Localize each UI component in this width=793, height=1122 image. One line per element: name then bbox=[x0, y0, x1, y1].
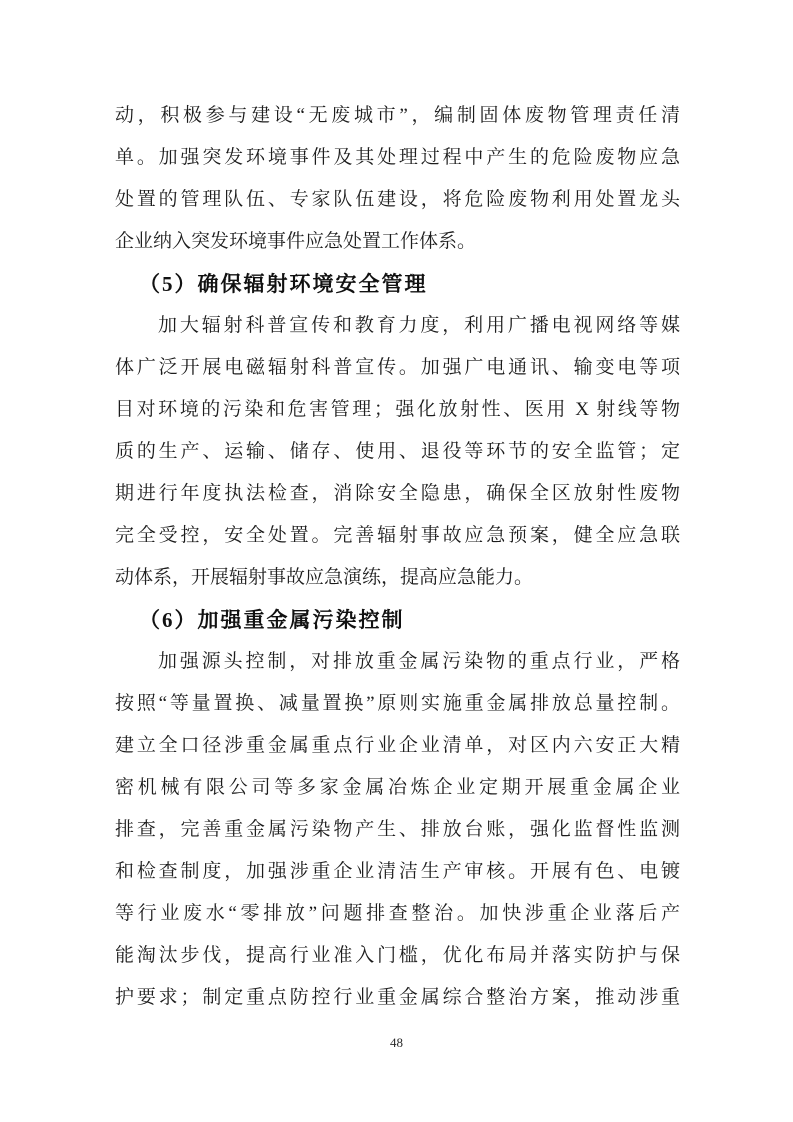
section-heading-5: （5）确保辐射环境安全管理 bbox=[139, 272, 428, 296]
text-line: 单。加强突发环境事件及其处理过程中产生的危险废物应急 bbox=[115, 147, 680, 168]
text-line: 能淘汰步伐，提高行业准入门槛，优化布局并落实防护与保 bbox=[115, 945, 680, 966]
text-line: 加大辐射科普宣传和教育力度，利用广播电视网络等媒 bbox=[158, 315, 680, 336]
body-text bbox=[115, 95, 680, 1019]
section-heading-6: （6）加强重金属污染控制 bbox=[139, 608, 405, 632]
text-line: 完全受控，安全处置。完善辐射事故应急预案，健全应急联 bbox=[115, 525, 680, 546]
text-line: 和检查制度，加强涉重企业清洁生产审核。开展有色、电镀 bbox=[115, 861, 680, 882]
text-line: 期进行年度执法检查，消除安全隐患，确保全区放射性废物 bbox=[115, 483, 680, 504]
text-line: 建立全口径涉重金属重点行业企业清单，对区内六安正大精 bbox=[115, 735, 680, 756]
text-line: 质的生产、运输、储存、使用、退役等环节的安全监管；定 bbox=[115, 441, 680, 462]
text-line: 护要求；制定重点防控行业重金属综合整治方案，推动涉重 bbox=[115, 987, 680, 1008]
text-line: 按照“等量置换、减量置换”原则实施重金属排放总量控制。 bbox=[115, 693, 680, 714]
text-line: 动，积极参与建设“无废城市”，编制固体废物管理责任清 bbox=[115, 105, 680, 126]
text-line: 加强源头控制，对排放重金属污染物的重点行业，严格 bbox=[158, 651, 680, 672]
text-line: 体广泛开展电磁辐射科普宣传。加强广电通讯、输变电等项 bbox=[115, 357, 680, 378]
text-line: 密机械有限公司等多家金属冶炼企业定期开展重金属企业 bbox=[115, 777, 680, 798]
text-line: 处置的管理队伍、专家队伍建设，将危险废物利用处置龙头 bbox=[115, 189, 680, 210]
text-line: 企业纳入突发环境事件应急处置工作体系。 bbox=[115, 231, 477, 252]
text-line: 等行业废水“零排放”问题排查整治。加快涉重企业落后产 bbox=[115, 903, 680, 924]
text-line: 目对环境的污染和危害管理；强化放射性、医用 X 射线等物 bbox=[115, 399, 680, 420]
text-line: 动体系，开展辐射事故应急演练，提高应急能力。 bbox=[115, 567, 534, 588]
page-number: 48 bbox=[390, 1035, 403, 1050]
text-line: 排查，完善重金属污染物产生、排放台账，强化监督性监测 bbox=[115, 819, 680, 840]
